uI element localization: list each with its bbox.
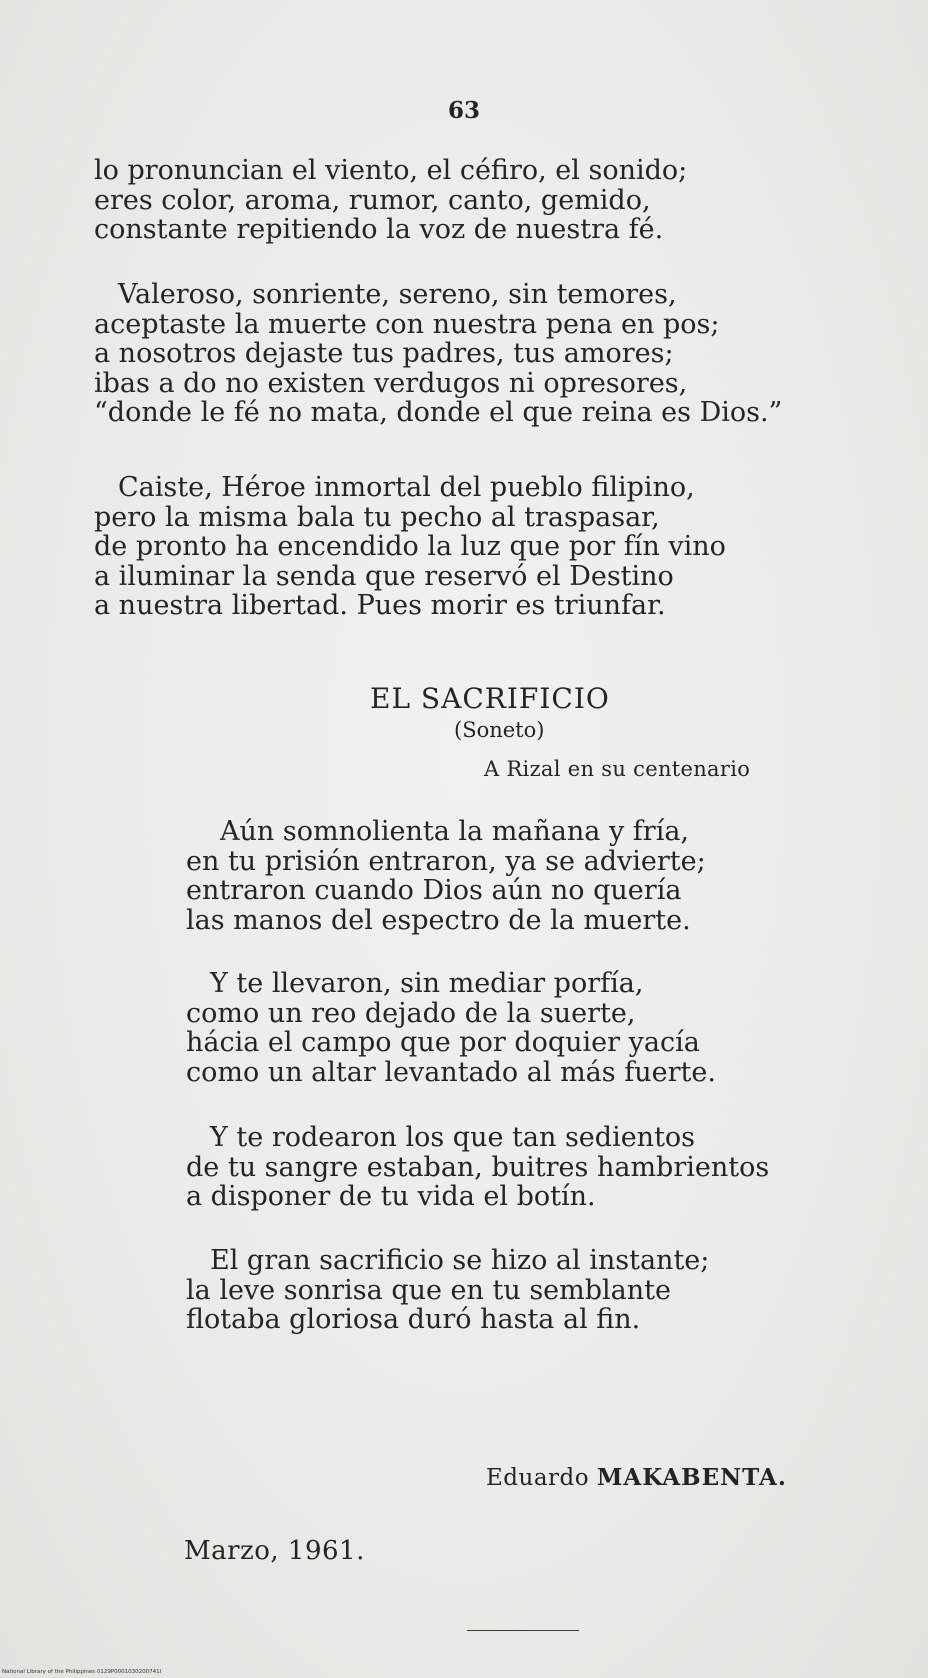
verse-line: Caiste, Héroe inmortal del pueblo filipino, xyxy=(118,472,695,503)
poem-title: EL SACRIFICIO xyxy=(370,682,610,715)
poem-stanza-1 xyxy=(94,156,687,245)
verse-line: a disponer de tu vida el botín. xyxy=(186,1181,596,1212)
verse-line: a iluminar la senda que reservó el Destino xyxy=(94,560,674,592)
verse-line: “donde le fé no mata, donde el que reina es Dios.” xyxy=(94,397,783,428)
verse-line: a nuestra libertad. Pues morir es triunfar. xyxy=(94,590,666,621)
verse-line: hácia el campo que por doquier yacía xyxy=(186,1027,700,1058)
section-divider xyxy=(467,1630,579,1631)
verse-line: Aún somnolienta la mañana y fría, xyxy=(220,816,690,847)
verse-line: Valeroso, sonriente, sereno, sin temores, xyxy=(118,279,677,310)
sonnet-stanza-3 xyxy=(186,1123,769,1212)
verse-line: lo pronuncian el viento, el céfiro, el sonido; xyxy=(94,155,688,186)
poem-dedication: A Rizal en su centenario xyxy=(484,757,751,781)
sonnet-stanza-2 xyxy=(186,969,716,1087)
verse-line: de tu sangre estaban, buitres hambrientos xyxy=(186,1151,770,1183)
verse-line: entraron cuando Dios aún no quería xyxy=(186,875,682,906)
verse-line: Y te rodearon los que tan sedientos xyxy=(210,1122,696,1153)
verse-line: la leve sonrisa que en tu semblante xyxy=(186,1274,671,1306)
page-number: 63 xyxy=(447,97,480,124)
verse-line: pero la misma bala tu pecho al traspasar, xyxy=(94,501,660,533)
verse-line: flotaba gloriosa duró hasta al fin. xyxy=(186,1304,641,1335)
poem-stanza-2 xyxy=(94,280,782,428)
author-last-name: MAKABENTA. xyxy=(596,1464,787,1491)
verse-line: aceptaste la muerte con nuestra pena en pos; xyxy=(94,308,720,340)
verse-line: El gran sacrificio se hizo al instante; xyxy=(210,1245,710,1276)
sonnet-stanza-4 xyxy=(186,1246,709,1335)
verse-line: en tu prisión entraron, ya se advierte; xyxy=(186,845,706,877)
author-first-name: Eduardo xyxy=(486,1465,590,1491)
verse-line: las manos del espectro de la muerte. xyxy=(186,904,691,936)
verse-line: eres color, aroma, rumor, canto, gemido, xyxy=(94,184,651,216)
poem-date: Marzo, 1961. xyxy=(184,1536,365,1566)
verse-line: como un altar levantado al más fuerte. xyxy=(186,1056,716,1088)
verse-line: de pronto ha encendido la luz que por fín vino xyxy=(94,531,726,562)
sonnet-stanza-1 xyxy=(186,817,706,935)
poem-subtitle: (Soneto) xyxy=(454,718,545,742)
verse-line: constante repitiendo la voz de nuestra fé. xyxy=(94,214,664,245)
poem-author xyxy=(486,1464,787,1491)
verse-line: a nosotros dejaste tus padres, tus amores; xyxy=(94,338,674,369)
verse-line: Y te llevaron, sin mediar porfía, xyxy=(210,968,644,999)
verse-line: como un reo dejado de la suerte, xyxy=(186,997,636,1029)
scan-footer: National Library of the Philippines 0129P0001030200741I xyxy=(2,1669,162,1675)
poem-stanza-3 xyxy=(94,473,726,621)
verse-line: ibas a do no existen verdugos ni opresores, xyxy=(94,367,688,399)
